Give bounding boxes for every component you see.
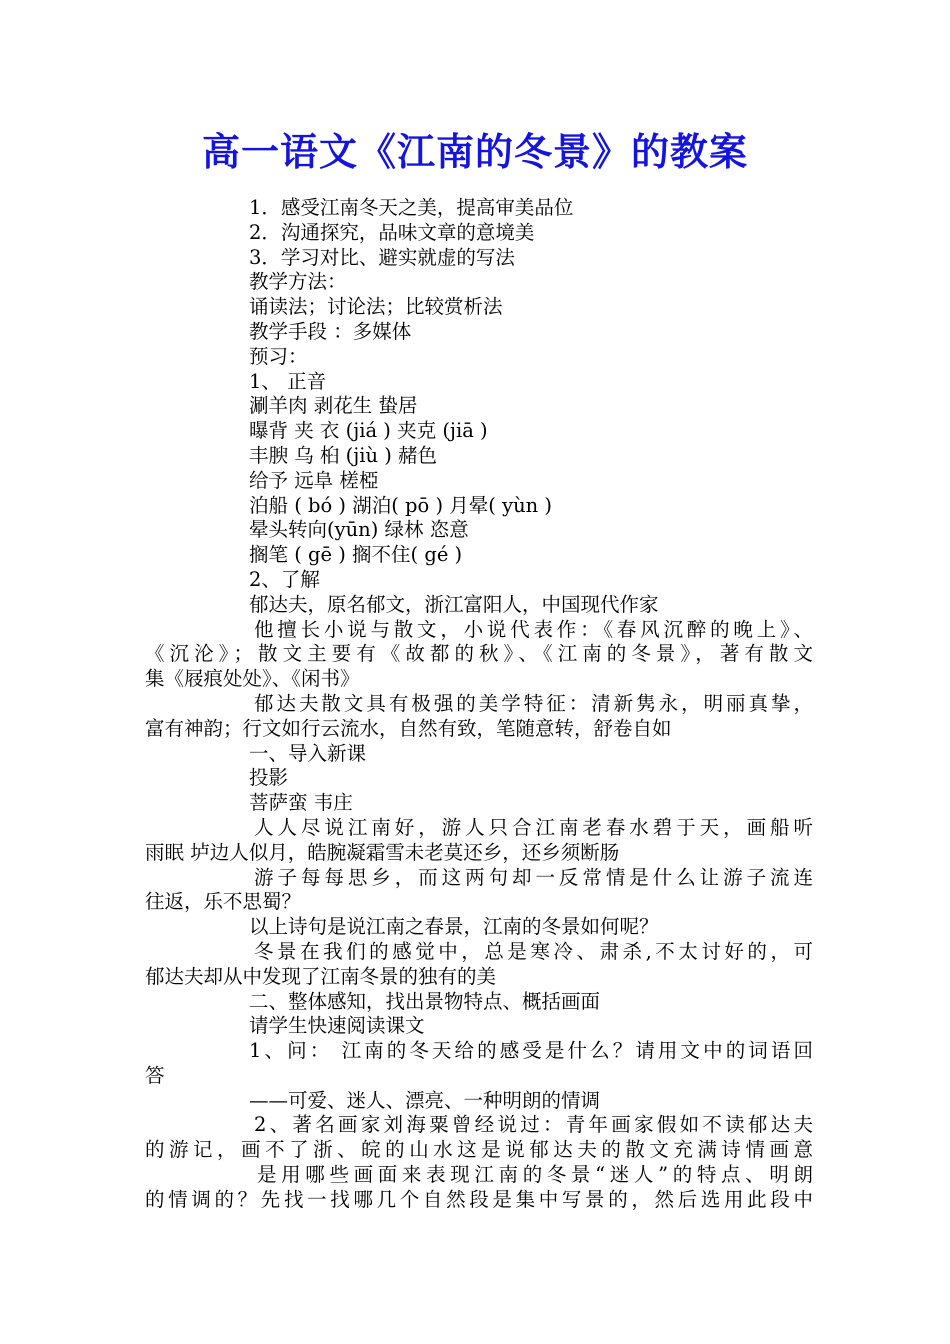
text-line: 教学方法： <box>249 270 347 294</box>
text-line: 曝背 夹 衣 (jiá ) 夹克 (jiā ) <box>249 419 488 443</box>
text-line: 2．沟通探究，品味文章的意境美 <box>249 220 535 244</box>
text-line: ——可爱、迷人、漂亮、一种明朗的情调 <box>249 1088 601 1112</box>
text-line: 郁达夫，原名郁文，浙江富阳人，中国现代作家 <box>249 592 659 616</box>
text-line: 2、著名画家刘海粟曾经说过：青年画家假如不读郁达夫 <box>254 1113 813 1137</box>
text-line: 往返，乐不思蜀？ <box>145 890 302 914</box>
text-line: 2、了解 <box>249 567 320 591</box>
text-line: 搁笔 ( gē ) 搁不住( gé ) <box>249 543 463 567</box>
text-line: 人人尽说江南好，游人只合江南老春水碧于天，画船听 <box>254 815 813 839</box>
text-line: 教学手段 ：多媒体 <box>249 319 412 343</box>
text-line: 的情调的？先找一找哪几个自然段是集中写景的，然后选用此段中 <box>145 1187 813 1211</box>
text-line: 1、 正音 <box>249 369 327 393</box>
text-line: 晕头转向(yūn) 绿林 恣意 <box>249 518 469 542</box>
text-line: 的游记，画不了浙、皖的山水这是说郁达夫的散文充满诗情画意 <box>145 1138 813 1162</box>
text-line: 冬景在我们的感觉中，总是寒冷、肃杀,不太讨好的，可 <box>254 939 813 963</box>
text-line: 二、整体感知，找出景物特点、概括画面 <box>249 989 601 1013</box>
text-line: 他擅长小说与散文，小说代表作：《春风沉醉的晚上》、 <box>254 617 813 641</box>
text-line: 给予 远阜 槎椏 <box>249 468 379 492</box>
text-line: 投影 <box>249 766 289 790</box>
text-line: 预习： <box>249 344 308 368</box>
text-line: 菩萨蛮 韦庄 <box>249 791 353 815</box>
text-line: 《沉沦》；散文主要有《故都的秋》、《江南的冬景》，著有散文 <box>145 642 813 666</box>
document-body <box>145 196 813 1213</box>
text-line: 郁达夫却从中发现了江南冬景的独有的美 <box>145 964 497 988</box>
text-line: 是用哪些画面来表现江南的冬景“迷人”的特点、明朗 <box>257 1163 813 1187</box>
text-line: 涮羊肉 剥花生 蛰居 <box>249 394 418 418</box>
text-line: 答 <box>145 1063 165 1087</box>
text-line: 3．学习对比、避实就虚的写法 <box>249 245 515 269</box>
text-line: 1、问： 江南的冬天给的感受是什么？请用文中的词语回 <box>249 1039 813 1063</box>
text-line: 一、导入新课 <box>249 741 367 765</box>
text-line: 以上诗句是说江南之春景，江南的冬景如何呢？ <box>249 915 659 939</box>
text-line: 请学生快速阅读课文 <box>249 1014 425 1038</box>
text-line: 郁达夫散文具有极强的美学特征：清新隽永，明丽真挚， <box>254 691 813 715</box>
text-line: 泊船 ( bó ) 湖泊( pō ) 月晕( yùn ) <box>249 493 553 517</box>
text-line: 集《屐痕处处》、《闲书》 <box>145 667 360 691</box>
text-line: 诵读法；讨论法；比较赏析法 <box>249 295 503 319</box>
text-line: 游子每每思乡，而这两句却一反常情是什么让游子流连 <box>254 865 813 889</box>
text-line: 富有神韵；行文如行云流水，自然有致，笔随意转，舒卷自如 <box>145 716 672 740</box>
document-title: 高一语文《江南的冬景》的教案 <box>201 129 748 174</box>
text-line: 雨眠 垆边人似月，皓腕凝霜雪未老莫还乡，还乡须断肠 <box>145 840 620 864</box>
text-line: 1．感受江南冬天之美，提高审美品位 <box>249 196 574 219</box>
text-line: 丰腴 乌 桕 (jiù ) 赭色 <box>249 443 438 467</box>
